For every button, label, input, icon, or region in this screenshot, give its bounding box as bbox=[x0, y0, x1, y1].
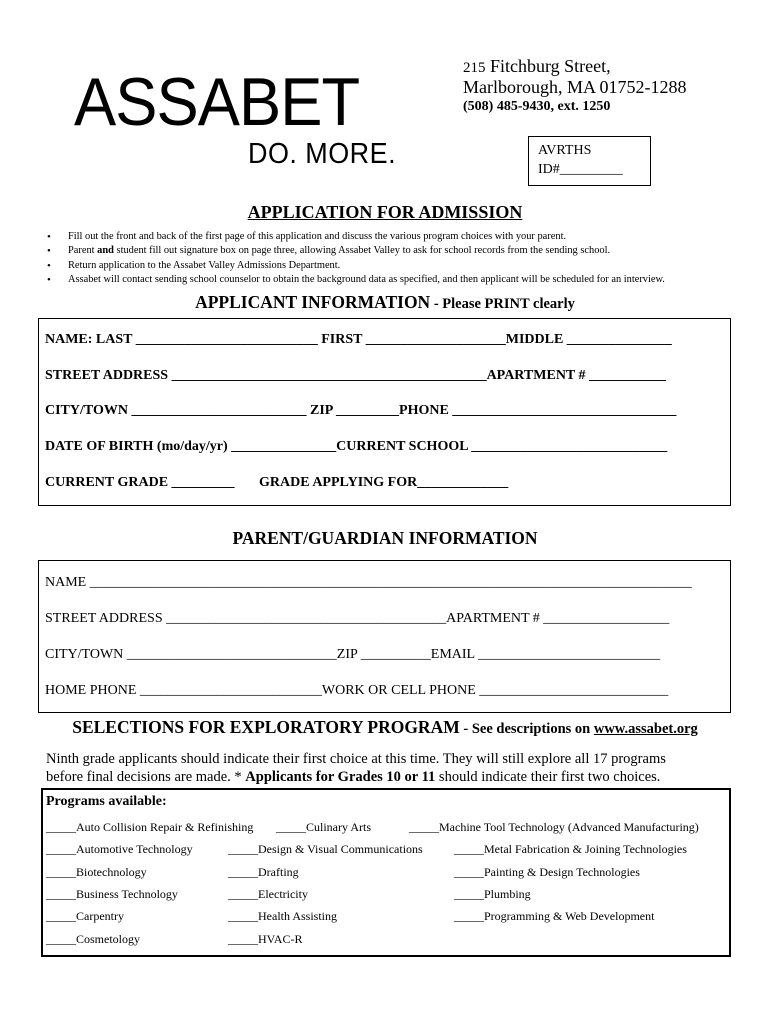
address-street bbox=[463, 56, 611, 77]
guardian-section-title: PARENT/GUARDIAN INFORMATION bbox=[232, 528, 538, 548]
guardian-phone-field[interactable]: HOME PHONE __________________________WORK OR CELL PHONE ___________________________ bbox=[45, 683, 669, 698]
program-option-design-visual[interactable]: _____Design & Visual Communications bbox=[228, 842, 423, 856]
programs-box bbox=[41, 788, 731, 957]
applicant-name-field[interactable]: NAME: LAST __________________________ FIRST ____________________MIDDLE _______________ bbox=[45, 332, 672, 347]
program-option-biotech[interactable]: _____Biotechnology bbox=[46, 865, 147, 879]
instruction-item: • Fill out the front and back of the first page of this application and discuss the various program choices with your parent. bbox=[47, 230, 665, 244]
program-option-health[interactable]: _____Health Assisting bbox=[228, 909, 338, 923]
program-option-drafting[interactable]: _____Drafting bbox=[228, 865, 299, 879]
applicant-info-box bbox=[38, 318, 731, 506]
applicant-section-title: APPLICANT INFORMATION - Please PRINT clearly bbox=[195, 292, 575, 312]
program-option-auto-collision[interactable]: _____Auto Collision Repair & Refinishing bbox=[46, 820, 254, 834]
address-street-name: Fitchburg Street, bbox=[485, 56, 611, 76]
id-box-line1: AVRTHS bbox=[538, 143, 592, 158]
id-box-line2: ID#_________ bbox=[538, 162, 623, 177]
guardian-name-field[interactable]: NAME ______________________________________________________________________________________ bbox=[45, 575, 692, 590]
program-option-cosmetology[interactable]: _____Cosmetology bbox=[46, 932, 141, 946]
guardian-info-box bbox=[38, 560, 731, 713]
avrths-id-box[interactable] bbox=[528, 136, 651, 186]
logo-tagline: DO. MORE. bbox=[248, 138, 397, 170]
address-number: 215 bbox=[463, 60, 486, 76]
page-title: APPLICATION FOR ADMISSION bbox=[247, 202, 523, 222]
program-option-metal-fab[interactable]: _____Metal Fabrication & Joining Technologies bbox=[454, 842, 687, 856]
program-option-culinary[interactable]: _____Culinary Arts bbox=[276, 820, 371, 834]
assabet-logo: ASSABET bbox=[74, 64, 360, 140]
applicant-city-field[interactable]: CITY/TOWN _________________________ ZIP _________PHONE ________________________________ bbox=[45, 403, 677, 418]
applicant-grade-field[interactable]: CURRENT GRADE _________ GRADE APPLYING FOR_____________ bbox=[45, 475, 509, 490]
assabet-website-link[interactable]: www.assabet.org bbox=[593, 721, 698, 737]
applicant-dob-field[interactable]: DATE OF BIRTH (mo/day/yr) _______________CURRENT SCHOOL ____________________________ bbox=[45, 439, 668, 454]
program-option-automotive[interactable]: _____Automotive Technology bbox=[46, 842, 193, 856]
program-option-painting[interactable]: _____Painting & Design Technologies bbox=[454, 865, 640, 879]
program-option-electricity[interactable]: _____Electricity bbox=[228, 887, 308, 901]
applicant-street-field[interactable]: STREET ADDRESS _____________________________________________APARTMENT # ___________ bbox=[45, 368, 667, 383]
program-option-plumbing[interactable]: _____Plumbing bbox=[454, 887, 531, 901]
program-option-machine-tool[interactable]: _____Machine Tool Technology (Advanced Manufacturing) bbox=[409, 820, 699, 834]
selections-section-title: SELECTIONS FOR EXPLORATORY PROGRAM - See descriptions on www.assabet.org bbox=[72, 717, 698, 737]
guardian-city-field[interactable]: CITY/TOWN ______________________________ZIP __________EMAIL __________________________ bbox=[45, 647, 661, 662]
program-option-carpentry[interactable]: _____Carpentry bbox=[46, 909, 124, 923]
address-city: Marlborough, MA 01752-1288 bbox=[463, 77, 687, 97]
instruction-item: • Assabet will contact sending school counselor to obtain the background data as specified, and then applicant will be scheduled for an interview. bbox=[47, 273, 665, 287]
instructions-list bbox=[47, 230, 665, 288]
program-option-business-tech[interactable]: _____Business Technology bbox=[46, 887, 178, 901]
instruction-item: • Parent and student fill out signature box on page three, allowing Assabet Valley to ask for school records from the sending school. bbox=[47, 244, 665, 258]
guardian-street-field[interactable]: STREET ADDRESS ________________________________________APARTMENT # __________________ bbox=[45, 611, 670, 626]
selections-instructions: Ninth grade applicants should indicate their first choice at this time. They will still explore all 17 programs before final decisions are made. * Applicants for Grades 10 or 11 should indicate their first two choices. bbox=[46, 751, 666, 785]
program-option-hvac[interactable]: _____HVAC-R bbox=[228, 932, 303, 946]
instruction-item: • Return application to the Assabet Valley Admissions Department. bbox=[47, 259, 665, 273]
program-option-programming[interactable]: _____Programming & Web Development bbox=[454, 909, 655, 923]
programs-title: Programs available: bbox=[46, 794, 167, 809]
address-phone: (508) 485-9430, ext. 1250 bbox=[463, 99, 611, 114]
